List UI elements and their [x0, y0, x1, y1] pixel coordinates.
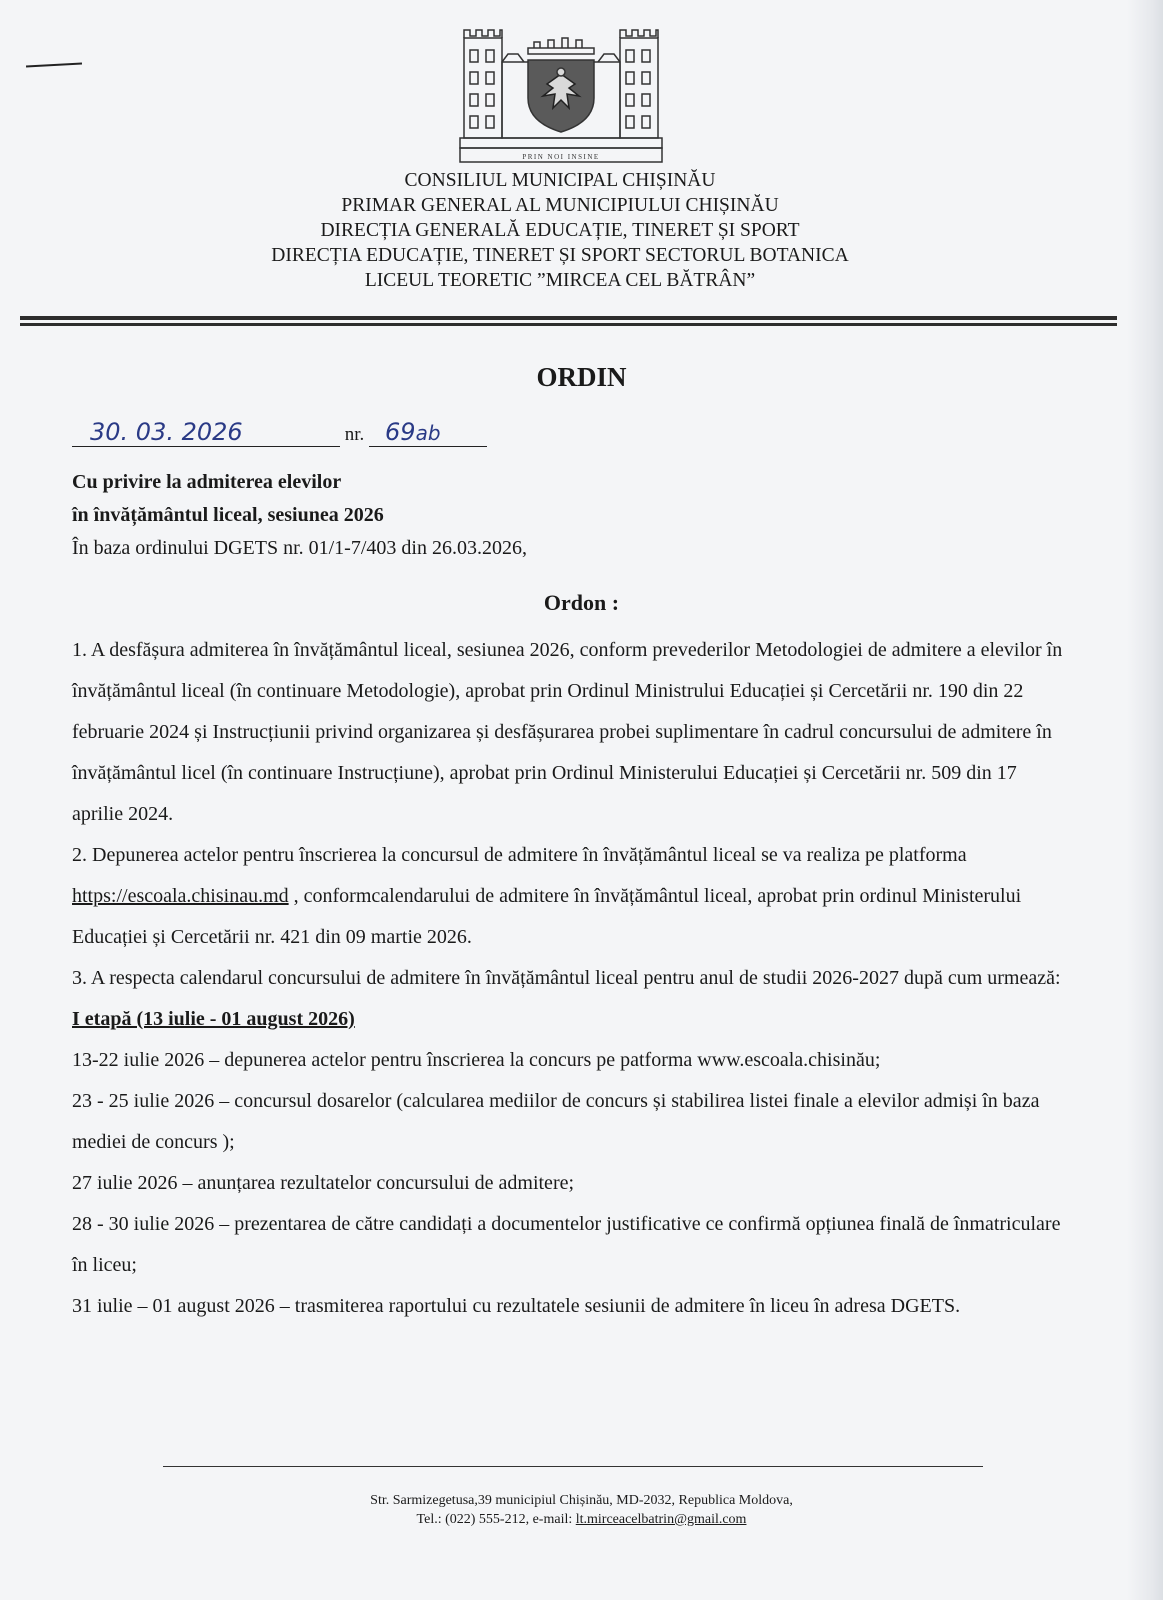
- header-divider-thick: [20, 316, 1117, 320]
- stage-heading: I etapă (13 iulie - 01 august 2026): [72, 1008, 355, 1030]
- paragraph-1: 1. A desfășura admiterea în învățământul liceal, sesiunea 2026, conform prevederilor Metodologiei de admitere a elevilor în învățământul liceal (în continuare Metodologie), aprobat prin Ordinul Ministrului Educației și Cercetării nr. 190 din 22 februarie 2024 și Instrucțiunii privind organizarea și desfășurarea probei suplimentare în cadrul concursului de admitere în învățământul licel (în continuare Instrucțiune), aprobat prin Ordinul Ministerului Educației și Cercetării nr. 509 din 17 aprilie 2024.: [72, 639, 1063, 825]
- document-title: ORDIN: [536, 362, 627, 392]
- calendar-item: 23 - 25 iulie 2026 – concursul dosarelor (calcularea mediilor de concurs și stabilirea listei finale a elevilor admiși în baza mediei de concurs );: [72, 1090, 1040, 1153]
- handwritten-date: 30. 03. 2026: [90, 418, 243, 446]
- footer-contact: [0, 1510, 1163, 1529]
- number-label: nr.: [344, 424, 365, 445]
- header-divider-thin: [20, 323, 1117, 326]
- order-body: [72, 630, 1072, 1327]
- footer-divider: [163, 1466, 983, 1467]
- paragraph-2-text-b: , conformcalendarului de admitere în învățământul liceal, aprobat prin ordinul Ministerului Educației și Cercetării nr. 421 din 09 martie 2026.: [72, 885, 1022, 948]
- header-line-4: DIRECȚIA EDUCAȚIE, TINERET ȘI SPORT SECTORUL BOTANICA: [271, 245, 849, 266]
- paragraph-2-text-a: 2. Depunerea actelor pentru înscrierea la concursul de admitere în învățământul liceal se va realiza pe platforma: [72, 844, 967, 866]
- number-field: [369, 418, 487, 447]
- date-number-line: [72, 418, 487, 447]
- subject-line-2: în învățământul liceal, sesiunea 2026: [72, 504, 384, 526]
- institution-header: [0, 168, 1120, 293]
- header-line-2: PRIMAR GENERAL AL MUNICIPIULUI CHIȘINĂU: [341, 195, 779, 216]
- handwritten-number: 69: [385, 418, 416, 446]
- pen-mark: [26, 63, 82, 68]
- subject: [72, 466, 384, 532]
- header-line-3: DIRECȚIA GENERALĂ EDUCAȚIE, TINERET ȘI SPORT: [320, 220, 800, 241]
- escoala-link[interactable]: https://escoala.chisinau.md: [72, 885, 289, 907]
- footer-email-link[interactable]: lt.mirceacelbatrin@gmail.com: [575, 1512, 747, 1527]
- handwritten-number-suffix: ab: [415, 421, 441, 445]
- calendar-item: 28 - 30 iulie 2026 – prezentarea de către candidați a documentelor justificative ce confirmă opțiunea finală de înmatriculare în liceu;: [72, 1213, 1061, 1276]
- calendar-item: 27 iulie 2026 – anunțarea rezultatelor concursului de admitere;: [72, 1172, 575, 1194]
- date-field: [72, 418, 340, 447]
- calendar-item: 13-22 iulie 2026 – depunerea actelor pentru înscrierea la concurs pe patforma www.escoala.chisinău;: [72, 1049, 881, 1071]
- footer-address: Str. Sarmizegetusa,39 municipiul Chișinău, MD-2032, Republica Moldova,: [370, 1493, 793, 1508]
- paragraph-2: [72, 835, 1072, 958]
- header-line-1: CONSILIUL MUNICIPAL CHIȘINĂU: [404, 170, 716, 191]
- crest-motto: PRIN NOI INSINE: [522, 153, 600, 161]
- subject-line-1: Cu privire la admiterea elevilor: [72, 471, 342, 493]
- ordon-heading: Ordon :: [543, 590, 620, 615]
- footer: [0, 1491, 1163, 1529]
- chisinau-coat-of-arms-icon: [458, 26, 664, 166]
- calendar-item: 31 iulie – 01 august 2026 – trasmiterea raportului cu rezultatele sesiunii de admitere în liceu în adresa DGETS.: [72, 1295, 961, 1317]
- header-line-5: LICEUL TEORETIC ”MIRCEA CEL BĂTRÂN”: [364, 270, 756, 291]
- paragraph-3: 3. A respecta calendarul concursului de admitere în învățământul liceal pentru anul de studii 2026-2027 după cum urmează:: [72, 967, 1061, 989]
- basis-text: În baza ordinului DGETS nr. 01/1-7/403 din 26.03.2026,: [72, 537, 527, 559]
- footer-phone: Tel.: (022) 555-212, e-mail:: [416, 1512, 576, 1527]
- page-edge-shadow: [1127, 0, 1163, 1600]
